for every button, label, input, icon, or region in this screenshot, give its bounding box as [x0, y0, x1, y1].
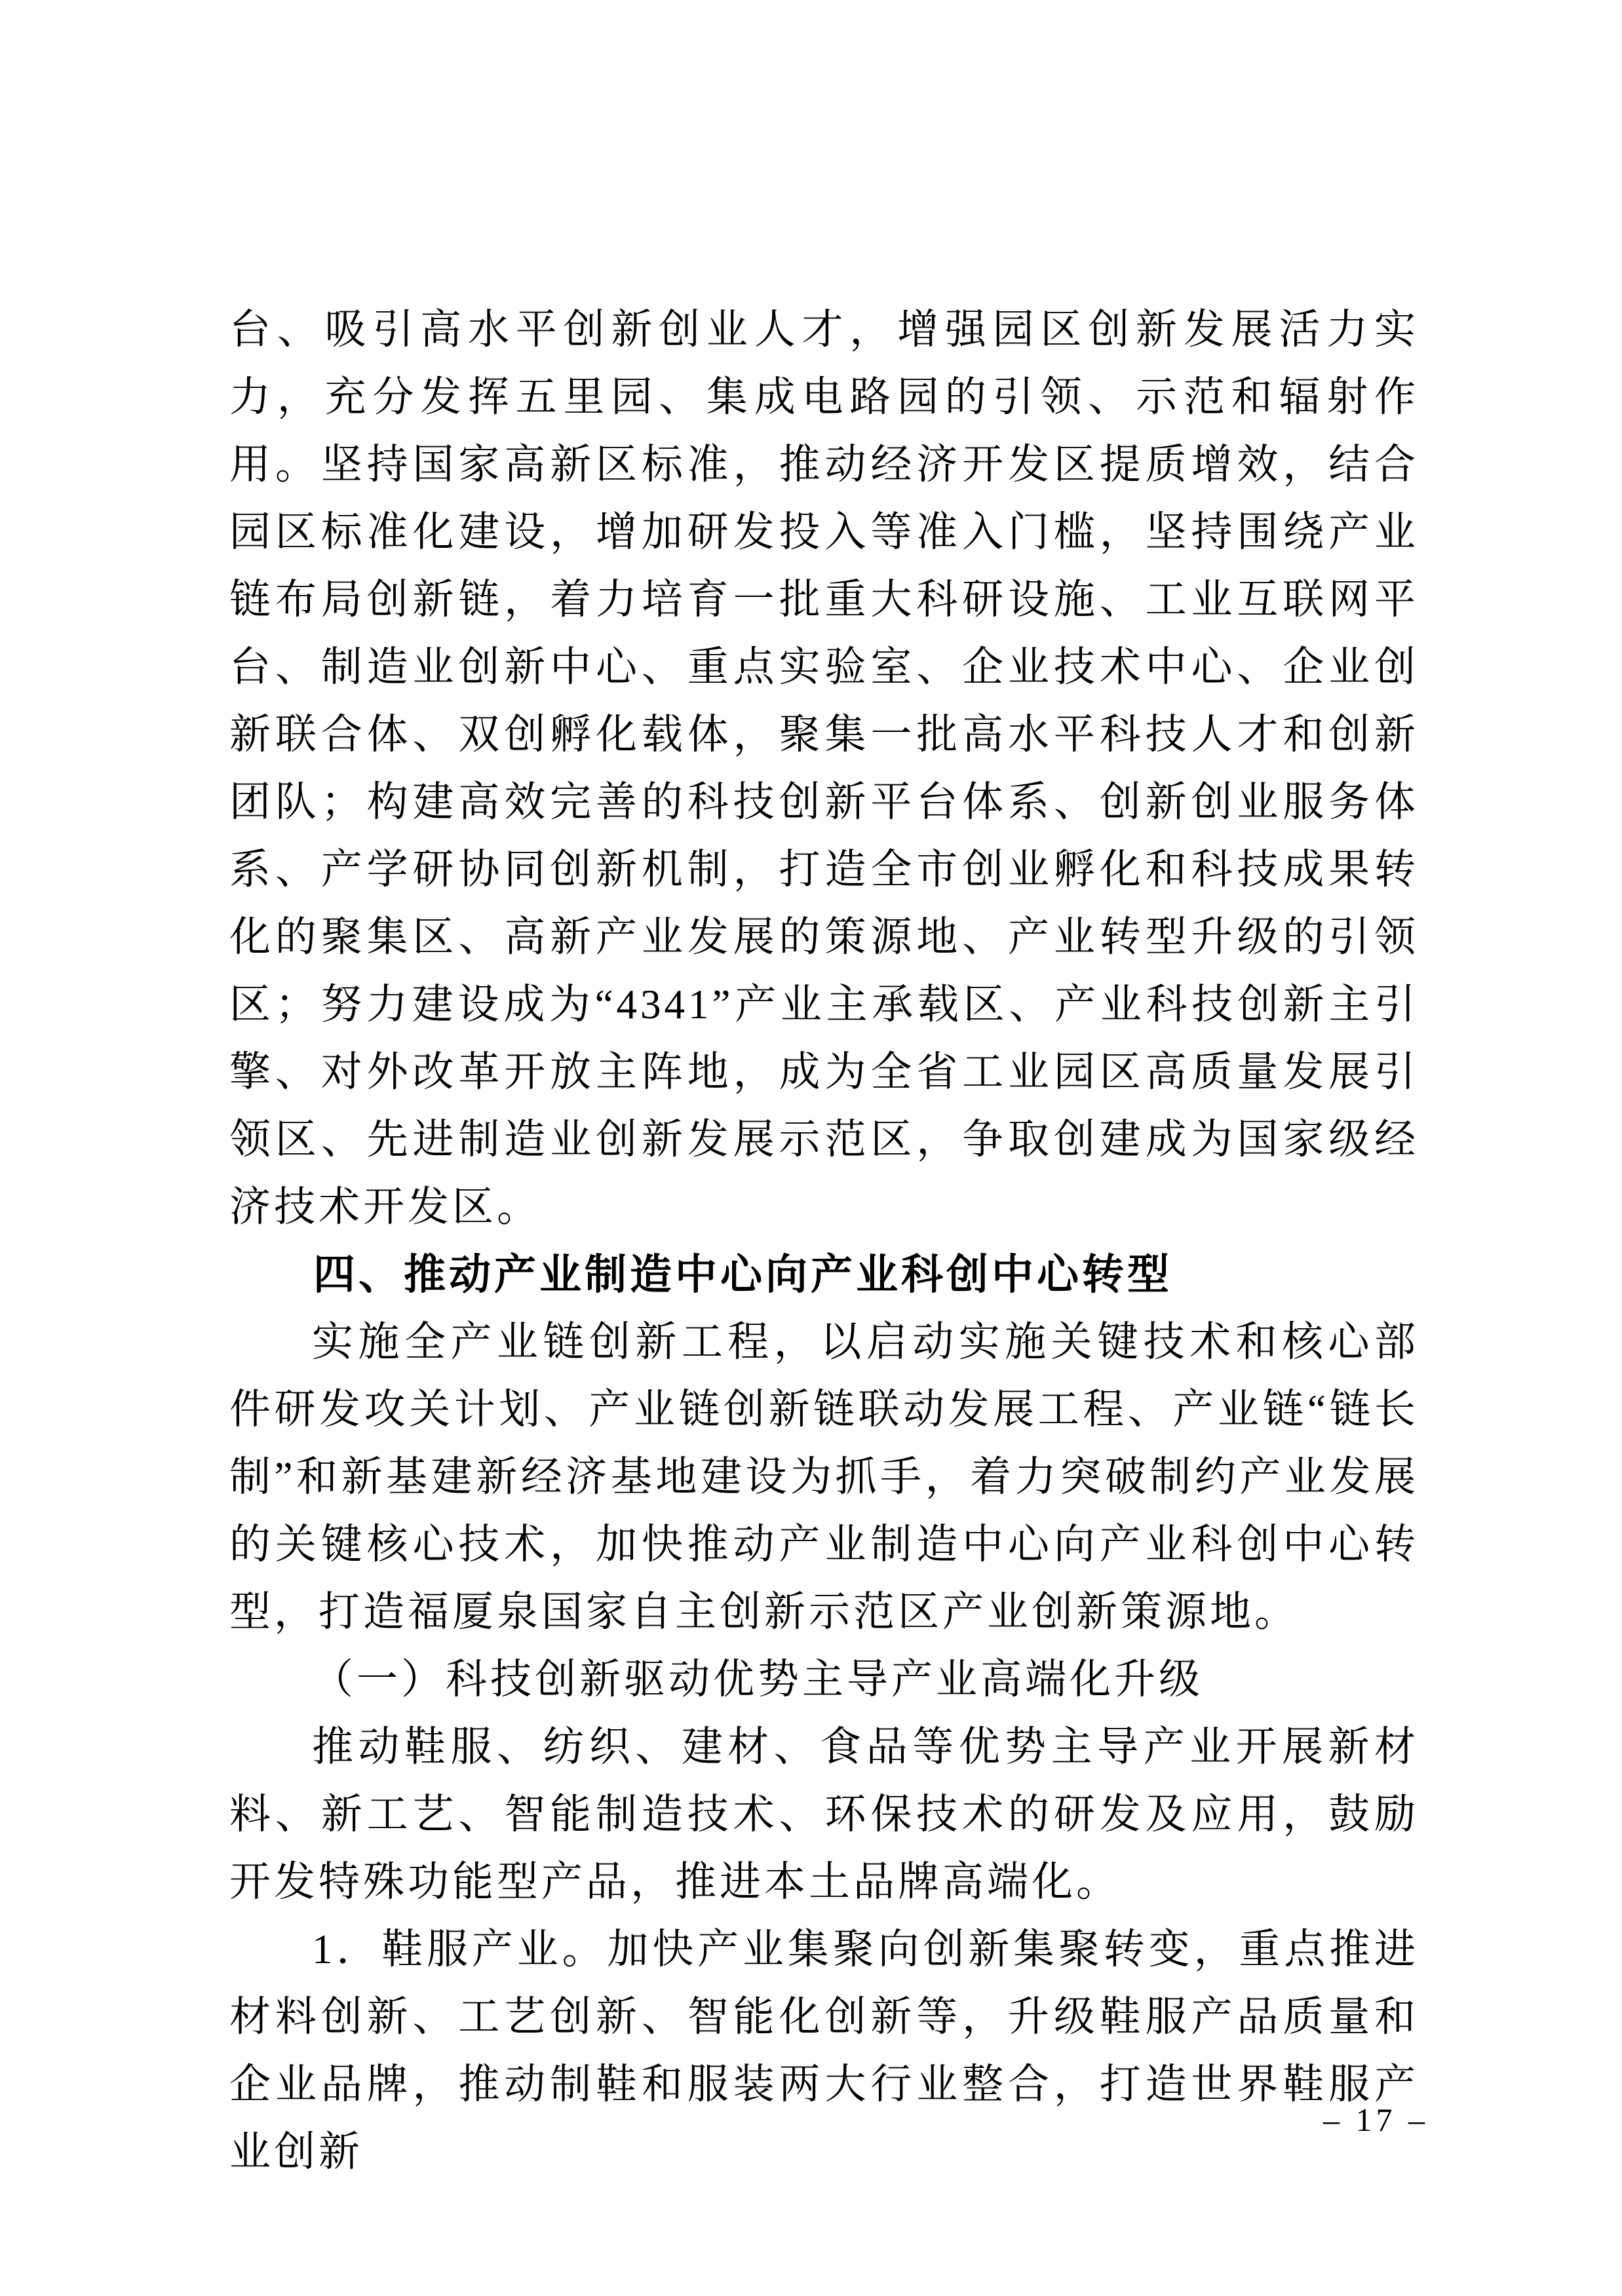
paragraph-continuation: 台、吸引高水平创新创业人才，增强园区创新发展活力实力，充分发挥五里园、集成电路园的引领、示范和辐射作用。坚持国家高新区标准，推动经济开发区提质增效，结合园区标准化建设，增加研发投入等准入门槛，坚持围绕产业链布局创新链，着力培育一批重大科研设施、工业互联网平台、制造业创新中心、重点实验室、企业技术中心、企业创新联合体、双创孵化载体，聚集一批高水平科技人才和创新团队；构建高效完善的科技创新平台体系、创新创业服务体系、产学研协同创新机制，打造全市创业孵化和科技成果转化的聚集区、高新产业发展的策源地、产业转型升级的引领区；努力建设成为“4341”产业主承载区、产业科技创新主引擎、对外改革开放主阵地，成为全省工业园区高质量发展引领区、先进制造业创新发展示范区，争取创建成为国家级经济技术开发区。	[229, 307, 1419, 1230]
section-heading-level-2: （一）科技创新驱动优势主导产业高端化升级	[312, 1656, 1203, 1702]
document-body	[229, 296, 1419, 2186]
paragraph-body: 推动鞋服、纺织、建材、食品等优势主导产业开展新材料、新工艺、智能制造技术、环保技术的研发及应用，鼓励开发特殊功能型产品，推进本土品牌高端化。	[229, 1724, 1419, 1905]
paragraph-body: 实施全产业链创新工程，以启动实施关键技术和核心部件研发攻关计划、产业链创新链联动发展工程、产业链“链长制”和新基建新经济基地建设为抓手，着力突破制约产业发展的关键核心技术，加快推动产业制造中心向产业科创中心转型，打造福厦泉国家自主创新示范区产业创新策源地。	[229, 1319, 1419, 1635]
paragraph-body: 1．鞋服产业。加快产业集聚向创新集聚转变，重点推进材料创新、工艺创新、智能化创新等，升级鞋服产品质量和企业品牌，推动制鞋和服装两大行业整合，打造世界鞋服产业创新	[229, 1926, 1419, 2175]
page-number: – 17 –	[1323, 2101, 1429, 2138]
section-heading-level-1: 四、推动产业制造中心向产业科创中心转型	[313, 1251, 1172, 1298]
